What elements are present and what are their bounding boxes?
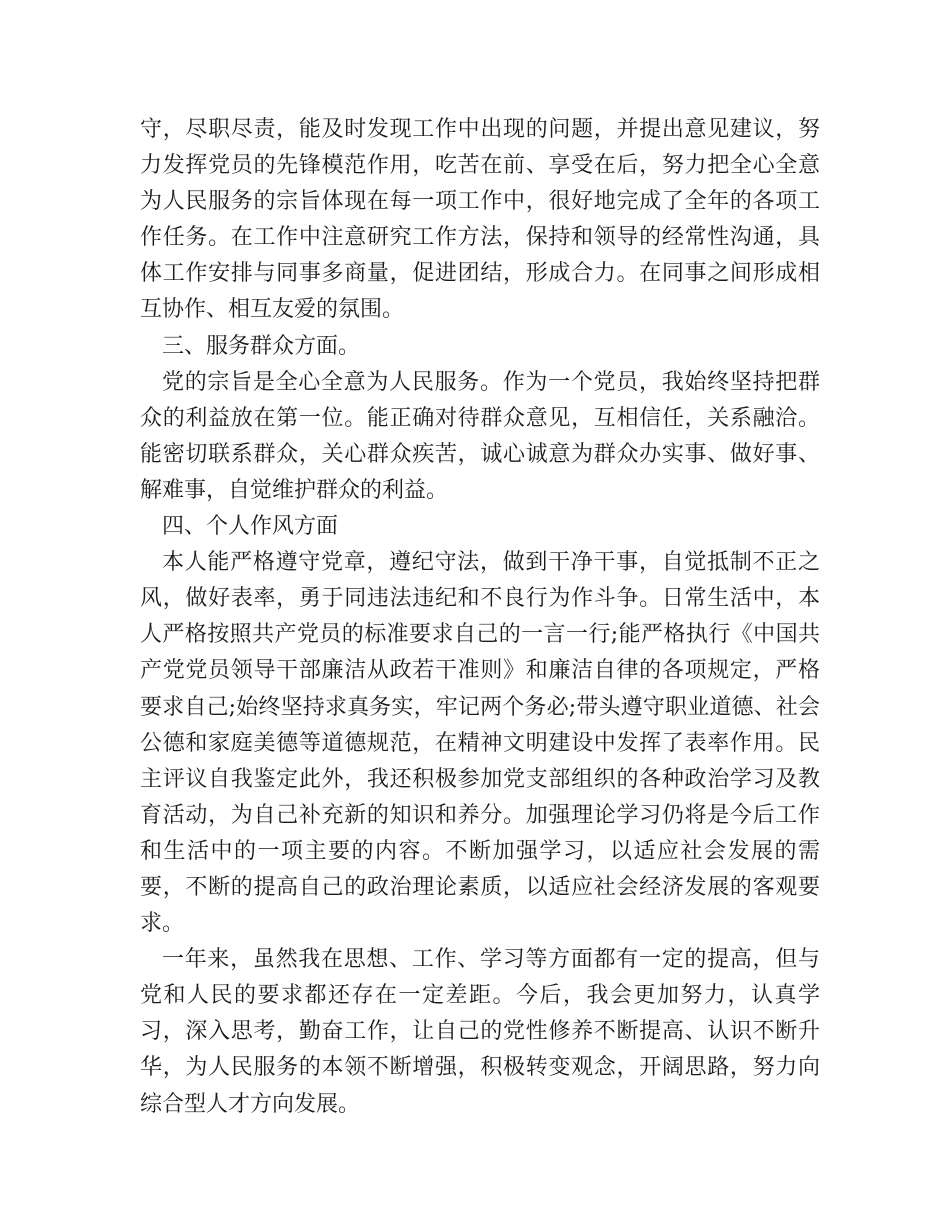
paragraph-conclusion: 一年来，虽然我在思想、工作、学习等方面都有一定的提高，但与党和人民的要求都还存在一定差距。今后，我会更加努力，认真学习，深入思考，勤奋工作，让自己的党性修养不断提高、认识不断升华，为人民服务的本领不断增强，积极转变观念，开阔思路，努力向综合型人才方向发展。 [140, 947, 820, 1117]
paragraph-serve-masses: 党的宗旨是全心全意为人民服务。作为一个党员，我始终坚持把群众的利益放在第一位。能正确对待群众意见，互相信任，关系融洽。能密切联系群众，关心群众疾苦，诚心诚意为群众办实事、做好事、解难事，自觉维护群众的利益。 [140, 369, 820, 503]
section-heading-serve-masses: 三、服务群众方面。 [162, 333, 361, 359]
paragraph-continuation: 守，尽职尽责，能及时发现工作中出现的问题，并提出意见建议，努力发挥党员的先锋模范作用，吃苦在前、享受在后，努力把全心全意为人民服务的宗旨体现在每一项工作中，很好地完成了全年的各项工作任务。在工作中注意研究工作方法，保持和领导的经常性沟通，具体工作安排与同事多商量，促进团结，形成合力。在同事之间形成相互协作、相互友爱的氛围。 [140, 117, 820, 323]
paragraph-personal-style: 本人能严格遵守党章，遵纪守法，做到干净干事，自觉抵制不正之风，做好表率，勇于同违法违纪和不良行为作斗争。日常生活中，本人严格按照共产党员的标准要求自己的一言一行;能严格执行《中国共产党党员领导干部廉洁从政若干准则》和廉洁自律的各项规定，严格要求自己;始终坚持求真务实，牢记两个务必;带头遵守职业道德、社会公德和家庭美德等道德规范，在精神文明建设中发挥了表率作用。民主评议自我鉴定此外，我还积极参加党支部组织的各种政治学习及教育活动，为自己补充新的知识和养分。加强理论学习仍将是今后工作和生活中的一项主要的内容。不断加强学习，以适应社会发展的需要，不断的提高自己的政治理论素质，以适应社会经济发展的客观要求。 [140, 550, 820, 937]
document-body [140, 112, 820, 1123]
section-heading-personal-style: 四、个人作风方面 [162, 514, 339, 540]
